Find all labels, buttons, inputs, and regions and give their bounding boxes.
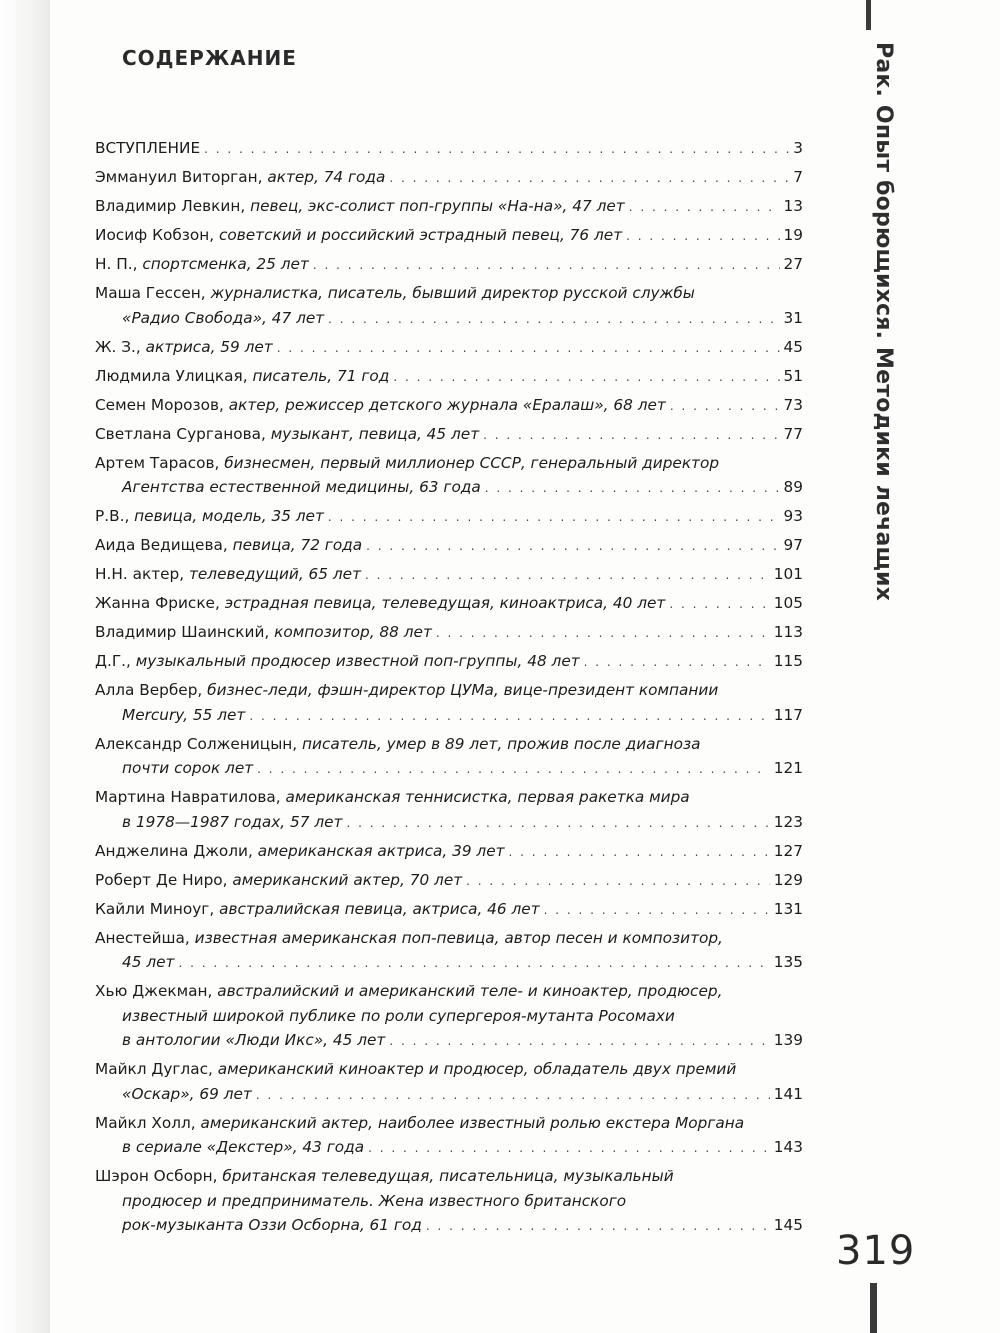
leader-dots [629,195,780,220]
toc-entry [95,165,803,191]
toc-entry [95,839,803,865]
toc-entry-text [95,649,580,674]
toc-entry-text [95,252,309,277]
toc-entry-continuation [95,1189,803,1214]
toc-page-number: 131 [773,899,803,918]
toc-entry [95,1111,803,1161]
toc-entry-line [95,504,803,530]
toc-entry-description: американский актер, 70 лет [232,870,463,889]
toc-entry-line [95,1164,803,1189]
spine-rule-top [866,0,871,30]
toc-entry-line [95,451,803,476]
toc-entry-text [95,785,690,810]
toc-entry-continuation [95,950,803,976]
toc-entry-name: Н.Н. актер, [95,565,189,583]
page-gutter-shadow [0,0,50,1333]
page-title: СОДЕРЖАНИЕ [122,46,297,70]
toc-entry-name: Н. П., [95,255,143,273]
toc-entry-name: Д.Г., [95,652,136,670]
toc-entry [95,194,803,220]
toc-entry [95,335,803,361]
toc-entry-name: Роберт Де Ниро, [95,870,233,889]
toc-page-number: 31 [783,308,803,327]
toc-entry [95,1057,803,1107]
toc-entry-description: телеведущий, 65 лет [188,565,361,583]
table-of-contents [95,136,803,1242]
toc-entry-description-cont: 45 лет [122,953,175,971]
toc-page-number: 141 [773,1084,803,1103]
toc-entry [95,979,803,1054]
toc-entry-name: Кайли Миноуг, [95,899,220,918]
toc-entry-line [95,223,803,249]
leader-dots [257,757,770,782]
leader-dots [328,505,780,530]
toc-entry-name: Майкл Холл, [95,1113,201,1132]
toc-entry-line [95,732,803,757]
toc-entry-description: австралийский и американский теле- и киноактер, продюсер, [217,982,723,1000]
toc-page-number: 27 [783,255,803,273]
toc-entry [95,1164,803,1239]
toc-entry [95,281,803,331]
toc-page-number: 115 [773,652,803,670]
toc-entry-description: актер, режиссер детского журнала «Ералаш», 68 лет [228,395,666,414]
spine-rule-bottom [870,1283,877,1333]
leader-dots [313,253,780,278]
toc-page-number: 97 [783,536,803,554]
leader-dots [346,811,769,836]
toc-entry-text [95,979,722,1004]
leader-dots [277,336,780,361]
toc-entry-continuation [95,810,803,836]
toc-entry-text [95,504,324,529]
toc-entry-text [95,620,432,645]
toc-entry-line [95,364,803,390]
toc-entry-description: австралийская певица, актриса, 46 лет [219,899,540,918]
toc-entry-name: Анджелина Джоли, [95,841,258,860]
toc-entry-line [95,1111,803,1136]
leader-dots [249,704,769,729]
toc-entry-text [95,422,479,447]
running-head: Рак. Опыт борющихся. Методики лечащих [871,42,896,602]
toc-entry-name: Александр Солженицын, [95,734,302,753]
toc-page-number: 93 [783,507,803,525]
toc-entry-name: Владимир Шаинский, [95,623,275,641]
toc-entry-line [95,393,803,419]
leader-dots [626,224,779,249]
toc-entry [95,252,803,278]
toc-entry [95,136,803,162]
toc-entry-description: американская теннисистка, первая ракетка мира [285,788,690,806]
leader-dots [466,869,770,894]
toc-entry-continuation [95,306,803,332]
toc-entry-text [95,678,718,703]
toc-entry-text [95,451,719,476]
toc-entry-text [95,136,200,161]
toc-entry-text [95,335,273,360]
toc-entry-line [95,839,803,865]
toc-entry-description: американская актриса, 39 лет [257,841,505,860]
page-number: 319 [836,1228,916,1274]
toc-entry-line [95,281,803,306]
toc-page-number: 139 [773,1031,803,1049]
toc-entry-line [95,897,803,923]
toc-entry-continuation [95,1213,803,1239]
toc-entry [95,868,803,894]
toc-entry-continuation [95,756,803,782]
leader-dots [426,1214,770,1239]
toc-entry-continuation [95,1028,803,1054]
toc-entry-line [95,926,803,951]
toc-page-number: 123 [773,812,803,831]
toc-entry-description-cont: в антологии «Люди Икс», 45 лет [122,1031,386,1049]
toc-entry-text [95,868,462,893]
leader-dots [483,423,779,448]
toc-entry [95,678,803,728]
toc-page-number: 105 [773,594,803,612]
toc-entry-name: Светлана Сурганова, [95,424,271,443]
toc-entry [95,393,803,419]
toc-entry-description-cont: почти сорок лет [122,759,254,777]
toc-entry-name: Людмила Улицкая, [95,366,253,385]
toc-entry [95,620,803,646]
leader-dots [256,1083,770,1108]
toc-entry-description-cont: рок-музыканта Оззи Осборна, 61 год [122,1216,422,1234]
toc-entry-description: певец, экс-солист поп-группы «На-на», 47 лет [250,197,625,215]
toc-page-number: 127 [773,841,803,860]
toc-entry [95,591,803,617]
toc-entry-continuation [95,1135,803,1161]
toc-entry-line [95,252,803,278]
toc-entry-name: Эммануил Виторган, [95,168,268,186]
toc-entry-description: советский и российский эстрадный певец, 76 лет [218,226,623,244]
toc-entry-description-cont: Агентства естественной медицины, 63 года [122,478,481,496]
toc-entry-description: бизнес-леди, фэшн-директор ЦУМа, вице-президент компании [207,681,719,699]
toc-entry-description-cont: в 1978—1987 годах, 57 лет [122,812,343,831]
toc-entry-text [95,926,723,951]
toc-entry-line [95,1057,803,1082]
toc-entry-line [95,335,803,361]
toc-page-number: 7 [793,168,803,186]
toc-entry-line [95,562,803,588]
toc-entry-name: Владимир Левкин, [95,197,251,215]
toc-entry-description-cont: «Оскар», 69 лет [122,1084,252,1103]
toc-entry-line [95,136,803,162]
toc-entry-description: спортсменка, 25 лет [142,255,309,273]
toc-entry-description: певица, 72 года [232,536,363,554]
toc-entry-line [95,165,803,191]
toc-page-number: 19 [783,226,803,244]
toc-entry-continuation [95,1082,803,1108]
toc-entry-text [95,897,540,922]
toc-page-number: 101 [773,565,803,583]
toc-page-number: 73 [783,395,803,414]
toc-entry [95,897,803,923]
leader-dots [389,166,789,191]
leader-dots [393,365,779,390]
toc-entry-line [95,649,803,675]
toc-entry-description: известная американская поп-певица, автор песен и композитор, [194,928,723,947]
toc-entry-name: Жанна Фриске, [95,594,225,612]
toc-entry-description: журналистка, писатель, бывший директор русской службы [210,284,695,302]
toc-entry [95,451,803,501]
toc-page-number: 143 [773,1138,803,1156]
leader-dots [436,621,770,646]
toc-entry-line [95,868,803,894]
toc-entry-description: актриса, 59 лет [145,337,273,356]
toc-entry [95,223,803,249]
toc-entry-text [95,393,666,418]
toc-entry-text [95,732,700,757]
toc-page-number: 117 [773,705,803,724]
toc-entry-description: актер, 74 года [267,168,386,186]
toc-entry-text [95,839,505,864]
toc-page-number: 129 [773,870,803,889]
toc-entry [95,732,803,782]
toc-entry [95,649,803,675]
toc-entry-line [95,533,803,559]
toc-entry-text [95,165,385,190]
toc-entry-name: Алла Вербер, [95,681,208,699]
toc-entry-line [95,422,803,448]
toc-page-number: 121 [773,759,803,777]
toc-entry-line [95,620,803,646]
toc-entry-text [95,281,695,306]
toc-page-number: 13 [783,197,803,215]
toc-page-number: 145 [773,1216,803,1234]
toc-entry-text [95,533,362,558]
leader-dots [669,592,769,617]
toc-entry-line [95,591,803,617]
toc-entry-description: американский киноактер и продюсер, обладатель двух премий [217,1060,737,1078]
toc-entry-description: американский актер, наиболее известный ролью екстера Моргана [200,1113,745,1132]
toc-entry [95,533,803,559]
leader-dots [670,394,780,419]
toc-entry-text [95,223,622,248]
toc-entry-name: Семен Морозов, [95,395,229,414]
leader-dots [365,563,770,588]
toc-entry-name: ВСТУПЛЕНИЕ [95,139,201,157]
toc-page-number: 135 [773,953,803,971]
toc-entry-description: композитор, 88 лет [274,623,432,641]
toc-page-number: 113 [773,623,803,641]
toc-entry-name: Артем Тарасов, [95,453,225,472]
leader-dots [368,1136,770,1161]
toc-entry [95,785,803,835]
toc-entry-name: Иосиф Кобзон, [95,226,219,244]
toc-entry-name: Р.В., [95,507,135,525]
leader-dots [509,840,770,865]
toc-entry-name: Анестейша, [95,928,195,947]
leader-dots [328,307,779,332]
toc-entry [95,562,803,588]
toc-entry-name: Ж. З., [95,337,146,356]
toc-entry [95,504,803,530]
toc-entry-continuation [95,1004,803,1029]
toc-entry-name: Аида Ведищева, [95,536,233,554]
toc-page-number: 77 [783,424,803,443]
toc-entry-line [95,678,803,703]
toc-entry-description: бизнесмен, первый миллионер СССР, генеральный директор [224,453,720,472]
toc-entry-text [95,1057,736,1082]
toc-entry-name: Мартина Навратилова, [95,788,286,806]
toc-entry-text [95,1164,674,1189]
leader-dots [389,1029,769,1054]
toc-entry-text [95,194,625,219]
leader-dots [366,534,779,559]
toc-entry-name: Майкл Дуглас, [95,1060,218,1078]
leader-dots [204,137,789,162]
toc-entry-line [95,785,803,810]
toc-entry-description: певица, модель, 35 лет [134,507,324,525]
toc-entry-text [95,562,361,587]
leader-dots [178,951,769,976]
toc-entry-description-cont: Mercury, 55 лет [122,705,246,724]
toc-entry-text [95,1111,744,1136]
toc-entry-description: музыкант, певица, 45 лет [270,424,480,443]
toc-entry-description-cont: известный широкой публике по роли супергероя-мутанта Росомахи [122,1006,675,1025]
toc-page-number: 3 [793,139,803,157]
toc-entry-description: писатель, 71 год [252,366,390,385]
toc-entry-line [95,194,803,220]
toc-entry-name: Хью Джекман, [95,982,218,1000]
toc-page-number: 89 [783,478,803,496]
toc-entry [95,422,803,448]
toc-entry-continuation [95,703,803,729]
toc-entry-text [95,364,389,389]
toc-entry-line [95,979,803,1004]
toc-entry [95,926,803,976]
toc-entry-description: британская телеведущая, писательница, музыкальный [222,1167,674,1185]
toc-entry-description: эстрадная певица, телеведущая, киноактриса, 40 лет [224,594,666,612]
toc-entry-name: Маша Гессен, [95,284,211,302]
toc-entry-name: Шэрон Осборн, [95,1167,223,1185]
toc-entry-description-cont: в сериале «Декстер», 43 года [122,1138,365,1156]
toc-entry-continuation [95,475,803,501]
toc-page-number: 51 [783,366,803,385]
leader-dots [544,898,770,923]
toc-entry-description-cont: «Радио Свобода», 47 лет [122,308,325,327]
toc-entry-description: писатель, умер в 89 лет, прожив после диагноза [302,734,701,753]
toc-entry-description: музыкальный продюсер известной поп-группы, 48 лет [135,652,580,670]
toc-entry-description-cont: продюсер и предприниматель. Жена известного британского [122,1191,627,1210]
toc-entry [95,364,803,390]
toc-entry-text [95,591,665,616]
toc-page-number: 45 [783,337,803,356]
leader-dots [485,476,780,501]
leader-dots [584,650,770,675]
